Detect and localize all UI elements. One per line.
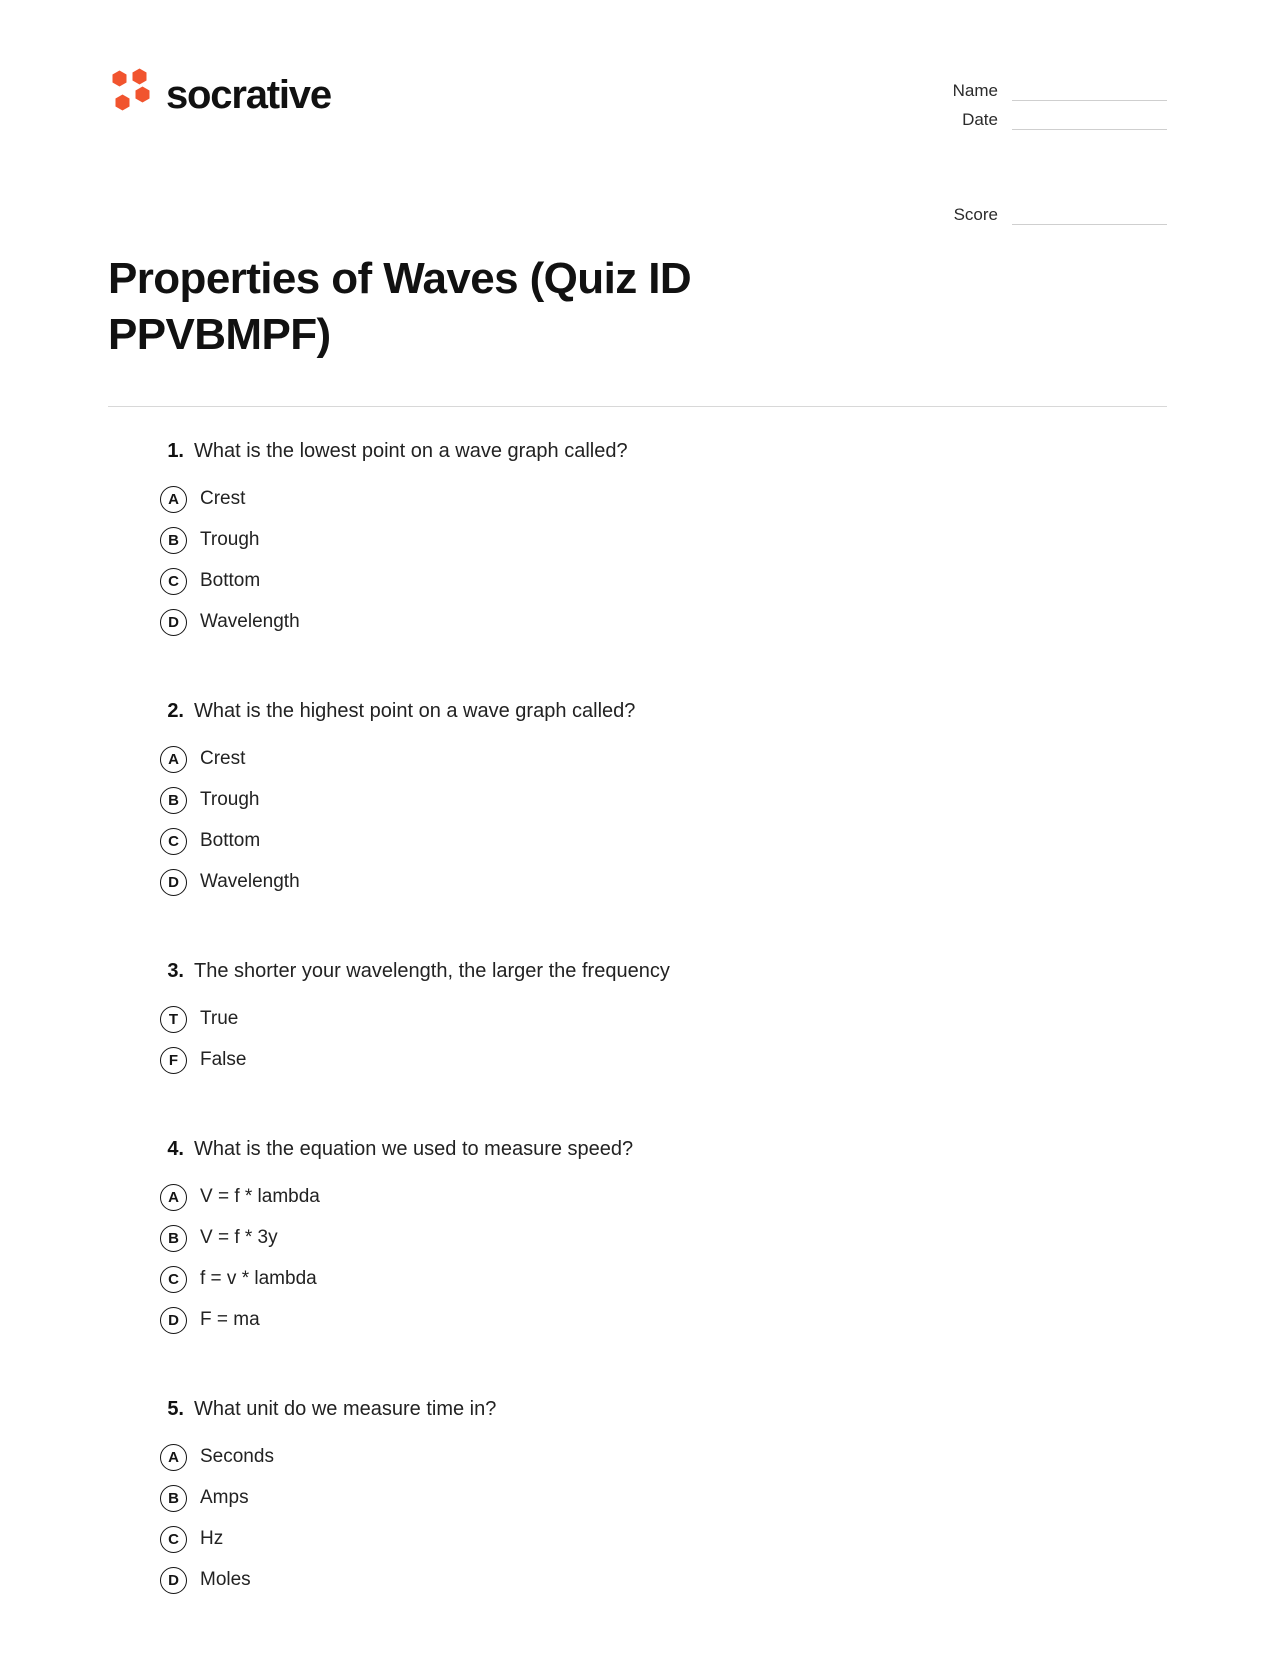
- choice-label: Trough: [200, 528, 260, 550]
- question-text: What is the highest point on a wave graph called?: [194, 699, 636, 722]
- choice-option[interactable]: [160, 520, 1167, 561]
- question-item: [160, 957, 1167, 1081]
- name-field-row: [912, 72, 1167, 101]
- questions-list: [108, 437, 1167, 1601]
- choice-list: [160, 999, 1167, 1081]
- choice-label: Crest: [200, 747, 246, 769]
- choice-bubble-c[interactable]: C: [160, 1526, 187, 1553]
- question-header: [160, 437, 1167, 465]
- question-text: What is the equation we used to measure speed?: [194, 1137, 634, 1160]
- question-item: [160, 437, 1167, 643]
- choice-label: Moles: [200, 1568, 251, 1590]
- choice-label: Wavelength: [200, 610, 300, 632]
- choice-option[interactable]: [160, 602, 1167, 643]
- score-field-row: [912, 196, 1167, 225]
- page-title: Properties of Waves (Quiz ID PPVBMPF): [108, 254, 692, 360]
- choice-bubble-a[interactable]: A: [160, 486, 187, 513]
- choice-bubble-b[interactable]: B: [160, 527, 187, 554]
- question-header: [160, 957, 1167, 985]
- choice-option[interactable]: [160, 999, 1167, 1040]
- choice-option[interactable]: [160, 1478, 1167, 1519]
- date-label: Date: [962, 110, 998, 129]
- choice-list: [160, 1177, 1167, 1341]
- choice-option[interactable]: [160, 821, 1167, 862]
- question-item: [160, 1135, 1167, 1341]
- choice-option[interactable]: [160, 479, 1167, 520]
- choice-label: Seconds: [200, 1445, 274, 1467]
- date-input-line[interactable]: [1012, 111, 1167, 130]
- choice-bubble-a[interactable]: A: [160, 746, 187, 773]
- choice-option[interactable]: [160, 1259, 1167, 1300]
- name-input-line[interactable]: [1012, 82, 1167, 101]
- choice-label: Amps: [200, 1486, 249, 1508]
- choice-bubble-c[interactable]: C: [160, 828, 187, 855]
- brand-name: socrative: [166, 72, 331, 117]
- choice-option[interactable]: [160, 1040, 1167, 1081]
- socrative-hexagon-logo-icon: [108, 68, 152, 121]
- question-number: 5.: [167, 1397, 184, 1420]
- header-divider: [108, 406, 1167, 407]
- choice-label: False: [200, 1048, 247, 1070]
- choice-list: [160, 1437, 1167, 1601]
- question-item: [160, 697, 1167, 903]
- student-meta-fields: [912, 58, 1167, 225]
- choice-label: Hz: [200, 1527, 224, 1549]
- choice-bubble-b[interactable]: B: [160, 1225, 187, 1252]
- choice-label: V = f * 3y: [200, 1226, 278, 1248]
- question-text: The shorter your wavelength, the larger the frequency: [194, 959, 670, 982]
- choice-option[interactable]: [160, 1218, 1167, 1259]
- question-number: 2.: [167, 699, 184, 722]
- choice-option[interactable]: [160, 1300, 1167, 1341]
- choice-bubble-a[interactable]: A: [160, 1184, 187, 1211]
- choice-bubble-d[interactable]: D: [160, 609, 187, 636]
- choice-bubble-b[interactable]: B: [160, 1485, 187, 1512]
- question-number: 3.: [167, 959, 184, 982]
- choice-label: Bottom: [200, 829, 261, 851]
- date-field-row: [912, 101, 1167, 130]
- choice-option[interactable]: [160, 1177, 1167, 1218]
- choice-list: [160, 739, 1167, 903]
- choice-label: Bottom: [200, 569, 261, 591]
- choice-bubble-t[interactable]: T: [160, 1006, 187, 1033]
- choice-label: V = f * lambda: [200, 1185, 320, 1207]
- choice-option[interactable]: [160, 1519, 1167, 1560]
- choice-bubble-d[interactable]: D: [160, 1567, 187, 1594]
- question-header: [160, 697, 1167, 725]
- choice-label: F = ma: [200, 1308, 260, 1330]
- choice-bubble-d[interactable]: D: [160, 869, 187, 896]
- question-number: 4.: [167, 1137, 184, 1160]
- choice-label: f = v * lambda: [200, 1267, 317, 1289]
- choice-bubble-f[interactable]: F: [160, 1047, 187, 1074]
- brand-logo: [108, 58, 331, 121]
- choice-label: True: [200, 1007, 239, 1029]
- choice-option[interactable]: [160, 1437, 1167, 1478]
- title-block: [108, 251, 788, 364]
- choice-option[interactable]: [160, 1560, 1167, 1601]
- choice-option[interactable]: [160, 780, 1167, 821]
- question-header: [160, 1395, 1167, 1423]
- choice-bubble-c[interactable]: C: [160, 1266, 187, 1293]
- choice-bubble-d[interactable]: D: [160, 1307, 187, 1334]
- choice-bubble-a[interactable]: A: [160, 1444, 187, 1471]
- score-label: Score: [953, 205, 998, 224]
- choice-bubble-c[interactable]: C: [160, 568, 187, 595]
- choice-label: Crest: [200, 487, 246, 509]
- choice-list: [160, 479, 1167, 643]
- question-number: 1.: [167, 439, 184, 462]
- question-text: What is the lowest point on a wave graph called?: [194, 439, 628, 462]
- question-text: What unit do we measure time in?: [194, 1397, 497, 1420]
- question-item: [160, 1395, 1167, 1601]
- score-input-line[interactable]: [1012, 206, 1167, 225]
- choice-bubble-b[interactable]: B: [160, 787, 187, 814]
- choice-option[interactable]: [160, 862, 1167, 903]
- question-header: [160, 1135, 1167, 1163]
- choice-label: Wavelength: [200, 870, 300, 892]
- choice-option[interactable]: [160, 739, 1167, 780]
- choice-label: Trough: [200, 788, 260, 810]
- page-header: [108, 58, 1167, 225]
- choice-option[interactable]: [160, 561, 1167, 602]
- name-label: Name: [952, 81, 998, 100]
